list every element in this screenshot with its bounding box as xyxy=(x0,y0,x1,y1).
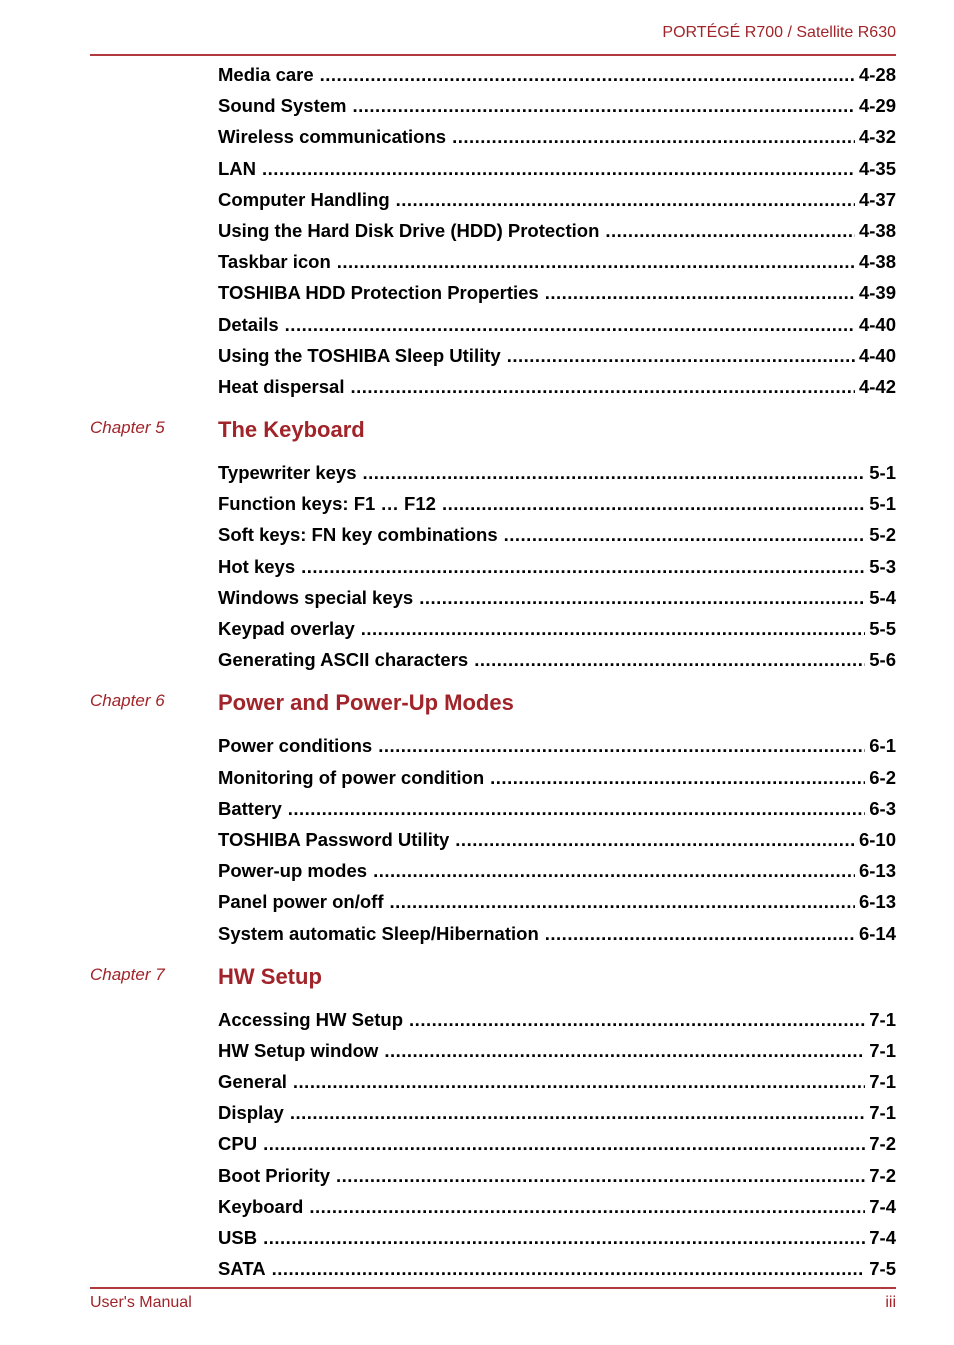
toc-entry-title: Sound System xyxy=(218,95,347,117)
toc-dot-leader xyxy=(389,886,854,917)
chapter-label: Chapter 5 xyxy=(90,418,165,438)
toc-entry-page: 6-13 xyxy=(858,891,896,913)
toc-entry-title: Keyboard xyxy=(218,1195,304,1217)
toc-entry-page: 7-2 xyxy=(869,1164,896,1186)
toc-dot-leader xyxy=(362,457,865,488)
toc-entry-title: Keypad overlay xyxy=(218,618,355,639)
toc-dot-leader xyxy=(419,582,865,613)
toc-dot-leader xyxy=(452,121,855,152)
toc-entry-title: HW Setup window xyxy=(218,1039,379,1061)
toc-entry-page: 6-1 xyxy=(869,735,896,757)
toc-dot-leader xyxy=(507,340,855,371)
toc-entry[interactable] xyxy=(218,277,896,308)
toc-dot-leader xyxy=(605,215,855,246)
toc-entry[interactable] xyxy=(218,457,896,488)
toc-entry[interactable] xyxy=(218,340,896,371)
toc-entry-page: 4-32 xyxy=(858,126,896,148)
toc-dot-leader xyxy=(490,762,865,793)
toc-entry[interactable] xyxy=(218,762,896,793)
toc-entry-title: Using the Hard Disk Drive (HDD) Protection xyxy=(218,219,600,241)
toc-entry-page: 5-2 xyxy=(869,524,896,546)
page-header-title: PORTÉGÉ R700 / Satellite R630 xyxy=(662,24,896,41)
toc-entry-page: 4-35 xyxy=(858,157,896,179)
toc-entry[interactable] xyxy=(218,215,896,246)
toc-entry-page: 4-38 xyxy=(858,219,896,241)
toc-entry[interactable] xyxy=(218,371,896,402)
toc-entry-page: 7-2 xyxy=(869,1133,896,1155)
toc-entry-title: Wireless communications xyxy=(218,126,447,148)
toc-entry-title: Media care xyxy=(218,64,314,85)
toc-entry[interactable] xyxy=(218,824,896,855)
toc-entry-title: Display xyxy=(218,1102,284,1124)
toc-entry-title: Accessing HW Setup xyxy=(218,1008,404,1030)
toc-entry-title: LAN xyxy=(218,157,257,179)
toc-entry[interactable] xyxy=(218,309,896,340)
toc-entry-title: Using the TOSHIBA Sleep Utility xyxy=(218,344,501,366)
toc-entry-page: 6-3 xyxy=(869,797,896,819)
toc-entry-title: TOSHIBA HDD Protection Properties xyxy=(218,282,539,304)
toc-entry[interactable] xyxy=(218,1004,896,1035)
toc-entry-title: Boot Priority xyxy=(218,1164,331,1186)
toc-entry-page: 4-40 xyxy=(858,344,896,366)
toc-dot-leader xyxy=(384,1035,865,1066)
toc-dot-leader xyxy=(353,90,855,121)
header-rule xyxy=(90,54,896,56)
toc-entry[interactable] xyxy=(218,1097,896,1128)
toc-entry-title: Generating ASCII characters xyxy=(218,649,469,671)
toc-entry-page: 7-4 xyxy=(869,1227,896,1248)
toc-entry[interactable] xyxy=(218,1035,896,1066)
toc-entry-page: 4-37 xyxy=(858,188,896,210)
toc-dot-leader xyxy=(474,644,865,675)
toc-entry[interactable] xyxy=(218,519,896,550)
toc-entry[interactable] xyxy=(218,153,896,184)
chapter-title[interactable]: Power and Power-Up Modes xyxy=(218,690,514,716)
toc-entry-title: Monitoring of power condition xyxy=(218,766,485,788)
toc-dot-leader xyxy=(442,488,865,519)
toc-entry-page: 4-28 xyxy=(858,64,896,85)
toc-entry-title: Details xyxy=(218,313,279,335)
chapter-title[interactable]: HW Setup xyxy=(218,963,322,989)
toc-dot-leader xyxy=(290,1097,865,1128)
toc-dot-leader xyxy=(288,793,866,824)
toc-entry-title: Typewriter keys xyxy=(218,462,357,484)
toc-entry[interactable] xyxy=(218,582,896,613)
chapter-heading xyxy=(0,415,954,457)
chapter-heading xyxy=(0,688,954,730)
toc-entry-page: 5-3 xyxy=(869,555,896,577)
toc-entry-title: General xyxy=(218,1071,287,1093)
toc-entry-page: 7-1 xyxy=(869,1039,896,1061)
toc-dot-leader xyxy=(263,1222,865,1253)
chapter-label: Chapter 6 xyxy=(90,691,165,711)
toc-entry[interactable] xyxy=(218,1128,896,1159)
toc-entry-title: CPU xyxy=(218,1133,258,1155)
toc-entry[interactable] xyxy=(218,90,896,121)
toc-dot-leader xyxy=(545,277,855,308)
toc-entry[interactable] xyxy=(218,613,896,644)
toc-entry-page: 4-40 xyxy=(858,313,896,335)
toc-dot-leader xyxy=(361,613,865,644)
toc-dot-leader xyxy=(320,59,855,90)
toc-entry-page: 6-10 xyxy=(858,828,896,850)
toc-entry[interactable] xyxy=(218,855,896,886)
toc-entry[interactable] xyxy=(218,246,896,277)
toc-dot-leader xyxy=(455,824,855,855)
toc-entry-title: System automatic Sleep/Hibernation xyxy=(218,922,539,944)
toc-dot-leader xyxy=(293,1066,865,1097)
toc-dot-leader xyxy=(409,1004,865,1035)
toc-dot-leader xyxy=(262,153,855,184)
toc-entry-page: 6-13 xyxy=(858,860,896,882)
toc-entry-page: 7-1 xyxy=(869,1102,896,1124)
toc-entry-title: SATA xyxy=(218,1258,266,1280)
toc-entry[interactable] xyxy=(218,793,896,824)
toc-entry-title: USB xyxy=(218,1227,258,1248)
toc-entry-title: Power conditions xyxy=(218,735,373,757)
toc-entry-title: Function keys: F1 … F12 xyxy=(218,493,436,515)
toc-entry-page: 7-1 xyxy=(869,1071,896,1093)
toc-entry[interactable] xyxy=(218,1066,896,1097)
toc-entry-title: Hot keys xyxy=(218,555,296,577)
toc-entry-title: Battery xyxy=(218,797,282,819)
toc-entry[interactable] xyxy=(218,551,896,582)
toc-entry-page: 7-4 xyxy=(869,1195,896,1217)
toc-entry-page: 5-4 xyxy=(869,586,896,608)
toc-entry-page: 6-14 xyxy=(858,922,896,944)
toc-entry-page: 6-2 xyxy=(869,766,896,788)
toc-entry[interactable] xyxy=(218,488,896,519)
toc-entry-page: 4-38 xyxy=(858,251,896,273)
toc-entry[interactable] xyxy=(218,59,896,90)
toc-dot-leader xyxy=(337,246,855,277)
toc-entry-title: Computer Handling xyxy=(218,188,390,210)
toc-dot-leader xyxy=(272,1253,866,1284)
chapter-title[interactable]: The Keyboard xyxy=(218,417,365,443)
footer-page-number: iii xyxy=(885,1294,896,1311)
chapter-heading xyxy=(0,962,954,1004)
toc-dot-leader xyxy=(396,184,855,215)
toc-entry-page: 5-5 xyxy=(869,618,896,639)
toc-entry-page: 5-1 xyxy=(869,462,896,484)
toc-entry[interactable] xyxy=(218,730,896,761)
toc-entry-page: 7-1 xyxy=(869,1008,896,1030)
toc-entry-page: 5-1 xyxy=(869,493,896,515)
toc-entry[interactable] xyxy=(218,1222,896,1253)
toc-entry-page: 4-29 xyxy=(858,95,896,117)
toc-dot-leader xyxy=(504,519,866,550)
toc-entry[interactable] xyxy=(218,184,896,215)
toc-entry-title: Soft keys: FN key combinations xyxy=(218,524,498,546)
toc-entry[interactable] xyxy=(218,1253,896,1284)
toc-entry-page: 4-42 xyxy=(858,375,896,397)
toc-entry-title: Panel power on/off xyxy=(218,891,384,913)
footer-manual-label: User's Manual xyxy=(90,1294,192,1311)
table-of-contents xyxy=(0,59,954,1284)
toc-dot-leader xyxy=(378,730,865,761)
toc-entry-title: Power-up modes xyxy=(218,860,368,882)
toc-entry-page: 5-6 xyxy=(869,649,896,671)
toc-entry-title: TOSHIBA Password Utility xyxy=(218,828,450,850)
toc-dot-leader xyxy=(285,309,855,340)
toc-dot-leader xyxy=(545,918,855,949)
toc-dot-leader xyxy=(336,1160,865,1191)
toc-dot-leader xyxy=(309,1191,865,1222)
chapter-label: Chapter 7 xyxy=(90,964,165,984)
toc-entry-title: Heat dispersal xyxy=(218,375,345,397)
toc-dot-leader xyxy=(350,371,854,402)
toc-entry[interactable] xyxy=(218,1191,896,1222)
toc-dot-leader xyxy=(263,1128,865,1159)
toc-dot-leader xyxy=(301,551,865,582)
toc-dot-leader xyxy=(373,855,855,886)
toc-entry-page: 7-5 xyxy=(869,1258,896,1280)
toc-entry[interactable] xyxy=(218,1160,896,1191)
toc-entry[interactable] xyxy=(218,121,896,152)
toc-entry-title: Taskbar icon xyxy=(218,251,331,273)
toc-entry[interactable] xyxy=(218,644,896,675)
toc-entry-title: Windows special keys xyxy=(218,586,414,608)
toc-entry-page: 4-39 xyxy=(858,282,896,304)
toc-entry[interactable] xyxy=(218,886,896,917)
toc-entry[interactable] xyxy=(218,918,896,949)
footer-rule xyxy=(90,1287,896,1289)
